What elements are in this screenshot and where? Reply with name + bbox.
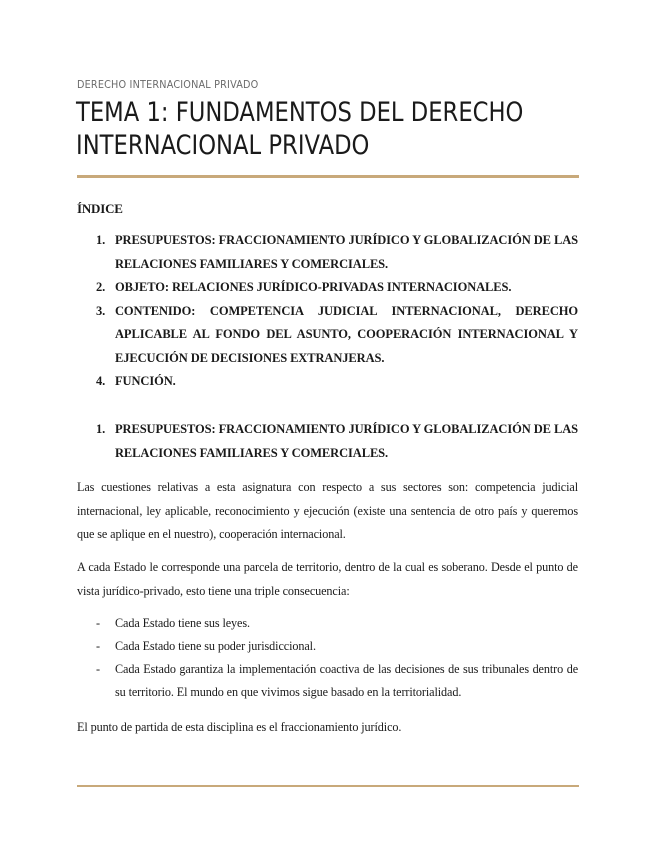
- consequence-list: [77, 612, 578, 704]
- body-paragraph: A cada Estado le corresponde una parcela de territorio, dentro de la cual es soberano. Desde el punto de vista jurídico-privado, esto tiene una triple consecuencia:: [77, 560, 578, 598]
- index-item: [77, 300, 578, 371]
- list-item: [77, 658, 578, 704]
- list-item-text: Cada Estado tiene sus leyes.: [115, 616, 250, 630]
- index-item-number: 4.: [96, 374, 106, 388]
- list-item-text: Cada Estado tiene su poder jurisdiccional.: [115, 639, 316, 653]
- dash-bullet: -: [96, 616, 100, 630]
- body-paragraph: Las cuestiones relativas a esta asignatura con respecto a sus sectores son: competencia judicial internacional, ley aplicable, reconocimiento y ejecución (existe una sentencia de otro país y queremos que se aplique en el nuestro), cooperación internacional.: [77, 480, 578, 541]
- section-heading-list: [77, 418, 578, 465]
- dash-bullet: -: [96, 662, 100, 676]
- index-item-text: FUNCIÓN.: [115, 374, 176, 388]
- index-item: [77, 276, 578, 300]
- index-item-text: CONTENIDO: COMPETENCIA JUDICIAL INTERNACIONAL, DERECHO APLICABLE AL FONDO DEL ASUNTO, COOPERACIÓN INTERNACIONAL Y EJECUCIÓN DE DECISIONES EXTRANJERAS.: [115, 303, 578, 365]
- index-list: [77, 229, 578, 394]
- index-item-text: OBJETO: RELACIONES JURÍDICO-PRIVADAS INTERNACIONALES.: [115, 280, 512, 294]
- footer-divider: [77, 785, 579, 787]
- index-item-number: 3.: [96, 303, 106, 318]
- dash-bullet: -: [96, 639, 100, 653]
- index-item: [77, 370, 578, 394]
- index-item-number: 2.: [96, 280, 106, 294]
- section-heading-text: PRESUPUESTOS: FRACCIONAMIENTO JURÍDICO Y GLOBALIZACIÓN DE LAS RELACIONES FAMILIARES Y COMERCIALES.: [115, 422, 578, 460]
- list-item: [77, 635, 578, 658]
- body-paragraph: El punto de partida de esta disciplina es el fraccionamiento jurídico.: [77, 720, 402, 734]
- section-heading-number: 1.: [96, 422, 106, 436]
- list-item: [77, 612, 578, 635]
- page-title: TEMA 1: FUNDAMENTOS DEL DERECHO INTERNACIONAL PRIVADO: [76, 97, 524, 161]
- section-heading: [77, 418, 578, 465]
- index-item-text: PRESUPUESTOS: FRACCIONAMIENTO JURÍDICO Y GLOBALIZACIÓN DE LAS RELACIONES FAMILIARES Y COMERCIALES.: [115, 233, 578, 271]
- title-divider: [77, 175, 579, 178]
- list-item-text: Cada Estado garantiza la implementación coactiva de las decisiones de sus tribunales dentro de su territorio. El mundo en que vivimos sigue basado en la territorialidad.: [115, 662, 578, 699]
- index-heading: ÍNDICE: [77, 201, 123, 216]
- subject-label: DERECHO INTERNACIONAL PRIVADO: [77, 78, 259, 91]
- index-item-number: 1.: [96, 233, 106, 247]
- index-item: [77, 229, 578, 276]
